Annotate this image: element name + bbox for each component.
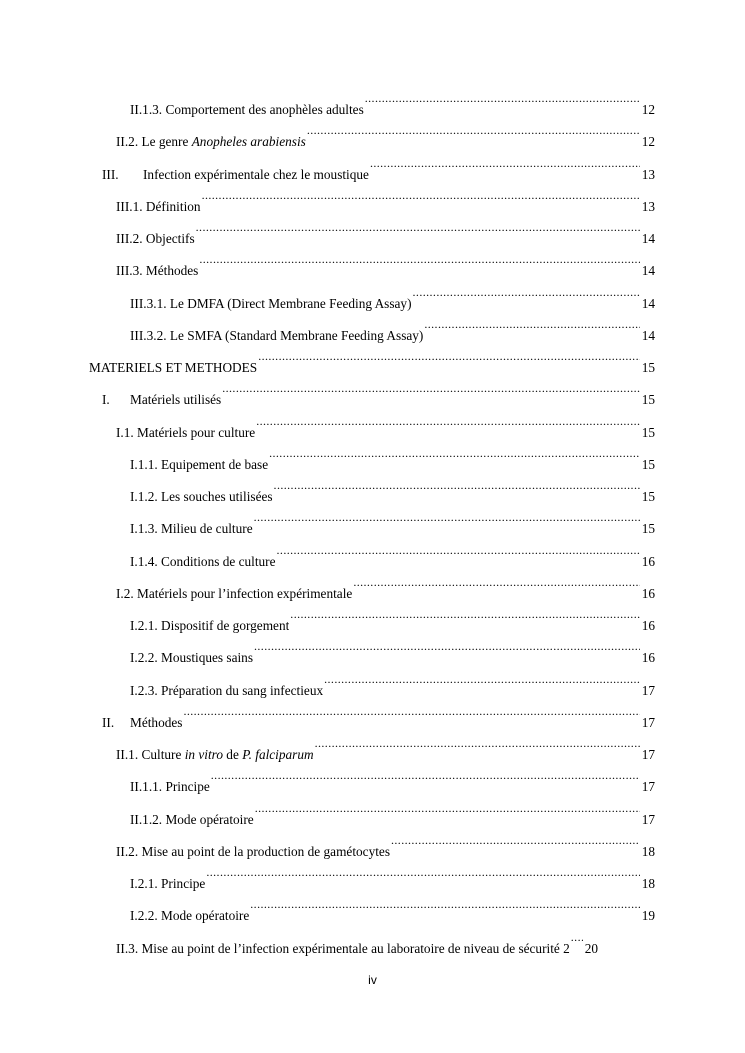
toc-entry[interactable] (0, 276, 745, 311)
toc-entry-title: Matériels utilisés (130, 392, 222, 408)
toc-entry[interactable] (0, 114, 745, 150)
toc-entry[interactable] (0, 630, 745, 666)
dot-leader (269, 437, 640, 469)
toc-entry-page: 12 (641, 134, 655, 150)
dot-leader (254, 630, 640, 662)
toc-entry-page: 15 (641, 392, 655, 408)
toc-entry-title: II.1.1. Principe (130, 779, 210, 795)
toc-entry-title-text: II.2. Le genre (116, 134, 192, 150)
toc-entry-page: 20 (584, 940, 599, 956)
dot-leader (571, 921, 583, 953)
toc-entry-number: III. (102, 166, 119, 182)
toc-entry-page: 18 (641, 876, 655, 891)
toc-entry-title: III.3. Méthodes (116, 263, 199, 279)
toc-entry-page: 17 (641, 714, 655, 730)
dot-leader (196, 211, 640, 243)
toc-entry[interactable] (0, 921, 745, 956)
toc-entry-title: I.2.3. Préparation du sang infectieux (130, 682, 324, 698)
dot-leader (324, 663, 640, 695)
toc-entry[interactable] (0, 437, 745, 472)
toc-entry-title: I.1.3. Milieu de culture (130, 521, 253, 537)
toc-entry-page: 17 (641, 747, 655, 762)
dot-leader (255, 792, 640, 824)
toc-entry[interactable] (0, 372, 745, 408)
toc-entry-title-italic: Anopheles arabiensis (191, 134, 306, 150)
toc-entry-title-italic: in vitro (184, 747, 223, 762)
toc-entry-page: 15 (641, 489, 655, 504)
dot-leader (290, 598, 639, 630)
toc-entry-page: 19 (641, 908, 655, 924)
toc-entry[interactable] (0, 598, 745, 633)
toc-entry[interactable] (0, 469, 745, 504)
toc-entry[interactable] (0, 211, 745, 246)
toc-entry[interactable] (0, 695, 745, 730)
page-number: iv (368, 973, 377, 987)
toc-entry-page: 17 (641, 811, 655, 827)
dot-leader (258, 340, 640, 372)
toc-entry[interactable] (0, 405, 745, 440)
toc-entry-title: I.2.1. Principe (130, 876, 206, 891)
toc-entry[interactable] (0, 888, 745, 924)
toc-entry-number: II. (102, 714, 115, 730)
toc-entry[interactable] (0, 566, 745, 601)
toc-entry-page: 13 (641, 198, 655, 214)
toc-entry-page: 16 (641, 585, 655, 601)
dot-leader (277, 534, 640, 566)
dot-leader (353, 566, 639, 598)
toc-entry-title: II.3. Mise au point de l’infection expérimentale au laboratoire de niveau de sécurité 2 (116, 940, 570, 956)
dot-leader (250, 888, 639, 920)
toc-entry-title: I.1.4. Conditions de culture (130, 553, 276, 569)
toc-entry[interactable] (0, 856, 745, 891)
toc-entry[interactable] (0, 759, 745, 795)
toc-entry-page: 17 (641, 779, 655, 795)
toc-entry[interactable] (0, 501, 745, 537)
toc-entry-page: 15 (641, 456, 655, 472)
dot-leader (274, 469, 640, 501)
toc-entry-title: II.1.2. Mode opératoire (130, 811, 254, 827)
dot-leader (424, 308, 639, 340)
toc-entry-page: 13 (641, 166, 655, 182)
toc-entry-title: I.2.1. Dispositif de gorgement (130, 618, 290, 633)
toc-entry-title: III.2. Objectifs (116, 231, 195, 246)
dot-leader (391, 824, 640, 856)
toc-entry[interactable] (0, 82, 745, 117)
toc-entry-title: Infection expérimentale chez le moustique (143, 166, 369, 182)
toc-entry[interactable] (0, 663, 745, 698)
dot-leader (370, 147, 640, 179)
dot-leader (211, 759, 640, 791)
dot-leader (413, 276, 640, 308)
toc-entry-title: I.2. Matériels pour l’infection expérimentale (116, 585, 353, 601)
table-of-contents (0, 82, 745, 956)
dot-leader (183, 695, 639, 727)
toc-entry-title: III.3.1. Le DMFA (Direct Membrane Feeding Assay) (130, 295, 412, 311)
dot-leader (307, 114, 640, 146)
toc-entry-page: 15 (641, 424, 655, 440)
dot-leader (365, 82, 640, 114)
toc-entry-page: 15 (641, 360, 655, 375)
toc-entry-page: 15 (641, 521, 655, 537)
dot-leader (256, 405, 640, 437)
toc-entry-title: II.2. Mise au point de la production de gamétocytes (116, 843, 390, 859)
dot-leader (202, 179, 640, 211)
toc-entry-page: 16 (641, 650, 655, 666)
toc-entry-title: I.1.2. Les souches utilisées (130, 489, 273, 504)
toc-entry[interactable] (0, 179, 745, 214)
toc-entry-page: 16 (641, 618, 655, 633)
toc-entry-title: MATERIELS ET METHODES (89, 360, 258, 375)
toc-entry-title-text: de (222, 747, 243, 762)
dot-leader (222, 372, 639, 404)
toc-entry-page: 17 (641, 682, 655, 698)
toc-entry[interactable] (0, 147, 745, 182)
toc-entry-page: 14 (641, 327, 655, 343)
toc-entry[interactable] (0, 243, 745, 279)
dot-leader (315, 727, 640, 759)
toc-entry[interactable] (0, 534, 745, 569)
toc-entry-title: Méthodes (130, 714, 183, 730)
toc-entry-title: II.1.3. Comportement des anophèles adultes (130, 102, 364, 117)
dot-leader (199, 243, 639, 275)
toc-entry-page: 14 (641, 295, 655, 311)
toc-entry-page: 14 (641, 231, 655, 246)
toc-entry[interactable] (0, 824, 745, 859)
toc-entry-title: III.3.2. Le SMFA (Standard Membrane Feeding Assay) (130, 327, 424, 343)
toc-entry-number: I. (102, 392, 110, 408)
toc-entry-title: I.1. Matériels pour culture (116, 424, 256, 440)
toc-entry-page: 18 (641, 843, 655, 859)
toc-entry-page: 12 (641, 102, 655, 117)
toc-entry[interactable] (0, 727, 745, 762)
dot-leader (206, 856, 639, 888)
toc-entry-title: III.1. Définition (116, 198, 201, 214)
toc-entry-title: I.1.1. Equipement de base (130, 456, 269, 472)
toc-entry[interactable] (0, 340, 745, 375)
toc-entry-title: I.2.2. Mode opératoire (130, 908, 250, 924)
toc-entry-title: I.2.2. Moustiques sains (130, 650, 253, 666)
dot-leader (254, 501, 640, 533)
toc-entry-title-italic: P. falciparum (242, 747, 314, 762)
toc-entry-page: 16 (641, 553, 655, 569)
toc-entry-title-text: II.1. Culture (116, 747, 185, 762)
toc-entry[interactable] (0, 792, 745, 827)
toc-entry[interactable] (0, 308, 745, 343)
toc-entry-page: 14 (641, 263, 655, 279)
